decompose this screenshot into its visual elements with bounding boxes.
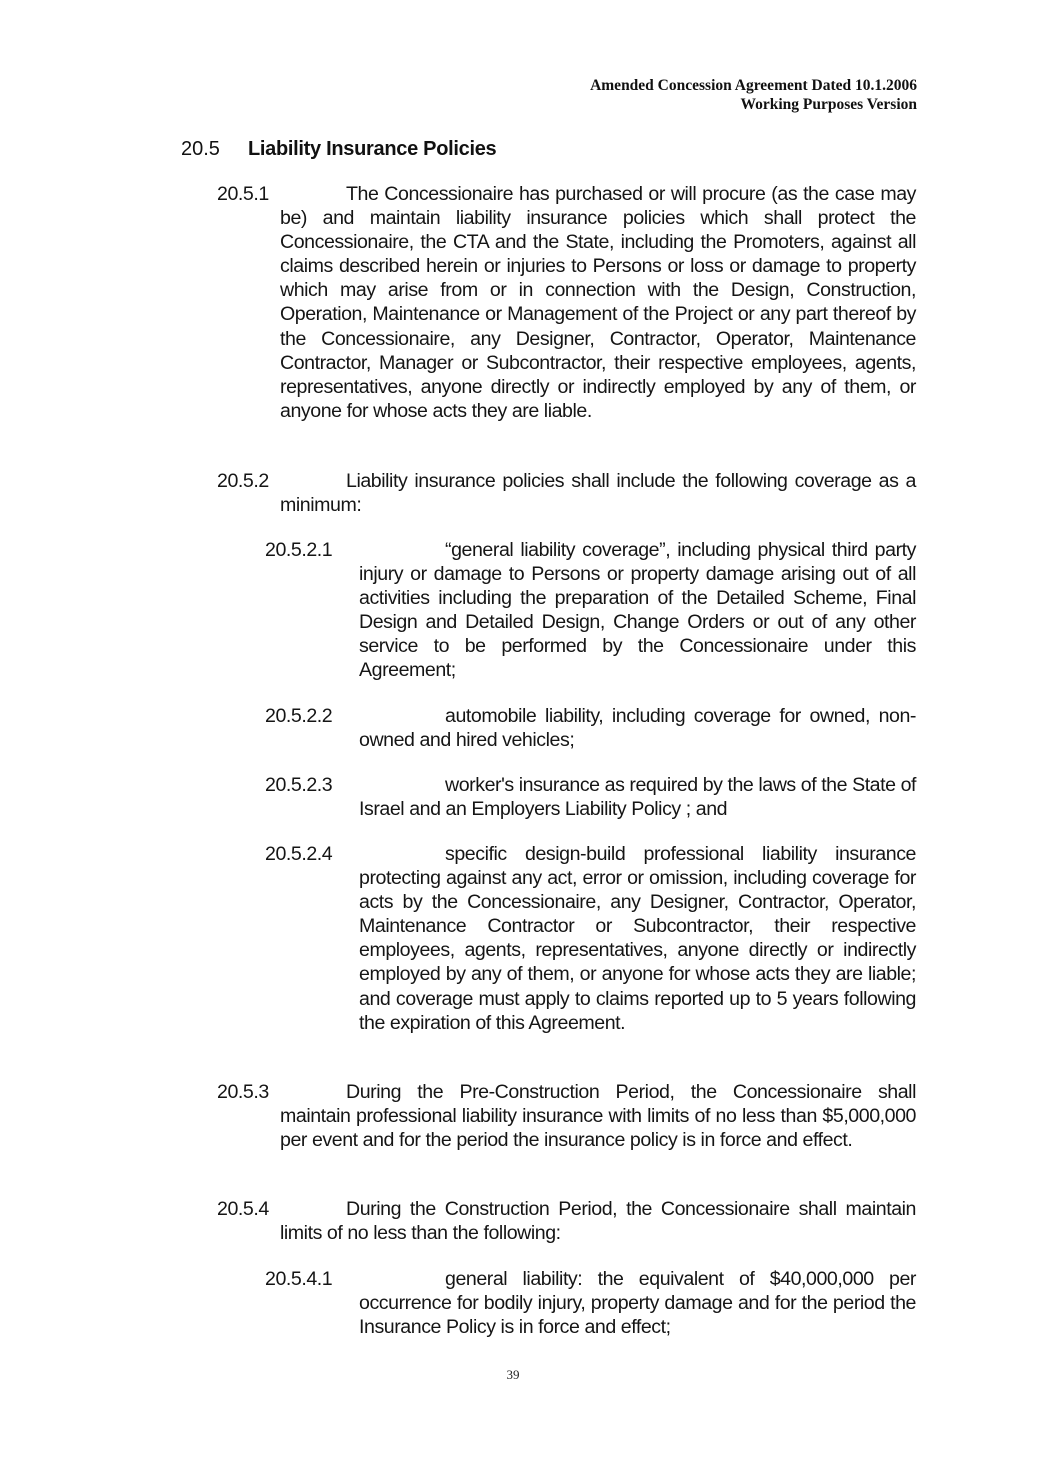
clause-text: During the Construction Period, the Concessionaire shall maintain limits of no less than the following: — [280, 1198, 916, 1245]
clause-text: The Concessionaire has purchased or will procure (as the case may be) and maintain liability insurance policies which shall protect the Concessionaire, the CTA and the State, including the Promoters, against all claims described herein or injuries to Persons or loss or damage to property which may arise from or in connection with the Design, Construction, Operation, Maintenance or Management of the Project or any part thereof by the Concessionaire, any Designer, Contractor, Operator, Maintenance Contractor, Manager or Subcontractor, their respective employees, agents, representatives, anyone directly or indirectly employed by any of them, or anyone for whose acts they are liable. — [280, 183, 916, 422]
page-number — [0, 1367, 1040, 1383]
clause-number: 20.5.2 — [217, 470, 269, 492]
section-number: 20.5 — [181, 138, 220, 160]
subclause-text: automobile liability, including coverage for owned, non-owned and hired vehicles; — [359, 705, 916, 752]
clause-20-5-4 — [217, 1197, 916, 1245]
clause-20-5-2-3 — [265, 773, 917, 821]
clause-20-5-2-4 — [265, 842, 916, 1035]
clause-20-5-2-2 — [265, 704, 916, 752]
subclause-text: general liability: the equivalent of $40,000,000 per occurrence for bodily injury, property damage and for the period the Insurance Policy is in force and effect; — [359, 1268, 916, 1339]
clause-20-5-2-1 — [265, 538, 916, 683]
running-header — [590, 76, 917, 114]
clause-number: 20.5.3 — [217, 1081, 269, 1103]
subclause-text: specific design-build professional liability insurance protecting against any act, error or omission, including coverage for acts by the Concessionaire, any Designer, Contractor, Operator, Maintenance Contractor or Subcontractor, their respective employees, agents, representatives, anyone directly or indirectly employed by any of them, or anyone for whose acts they are liable; and coverage must apply to claims reported up to 5 years following the expiration of this Agreement. — [359, 843, 916, 1034]
subclause-text: “general liability coverage”, including physical third party injury or damage to Persons or property damage arising out of all activities including the preparation of the Detailed Scheme, Final Design and Detailed Design, Change Orders or out of any other service to be performed by the Concessionaire under this Agreement; — [359, 539, 916, 682]
header-version: Working Purposes Version — [740, 96, 917, 113]
clause-20-5-1 — [217, 182, 916, 423]
header-agreement-title: Amended Concession Agreement Dated 10.1.2006 — [590, 77, 917, 94]
subclause-text: worker's insurance as required by the laws of the State of Israel and an Employers Liability Policy ; and — [359, 774, 917, 821]
clause-20-5-4-1 — [265, 1267, 916, 1339]
clause-20-5-2 — [217, 469, 916, 517]
clause-text: Liability insurance policies shall include the following coverage as a minimum: — [280, 470, 916, 517]
section-heading — [181, 137, 496, 161]
clause-20-5-3 — [217, 1080, 916, 1152]
clause-number: 20.5.4 — [217, 1198, 269, 1220]
subclause-number: 20.5.2.4 — [265, 843, 333, 865]
section-title: Liability Insurance Policies — [248, 138, 497, 160]
subclause-number: 20.5.2.1 — [265, 539, 333, 561]
subclause-number: 20.5.4.1 — [265, 1268, 333, 1290]
subclause-number: 20.5.2.2 — [265, 705, 333, 727]
page-number-text: 39 — [506, 1367, 520, 1382]
clause-text: During the Pre-Construction Period, the Concessionaire shall maintain professional liability insurance with limits of no less than $5,000,000 per event and for the period the insurance policy is in force and effect. — [280, 1081, 916, 1152]
subclause-number: 20.5.2.3 — [265, 774, 333, 796]
clause-number: 20.5.1 — [217, 183, 269, 205]
